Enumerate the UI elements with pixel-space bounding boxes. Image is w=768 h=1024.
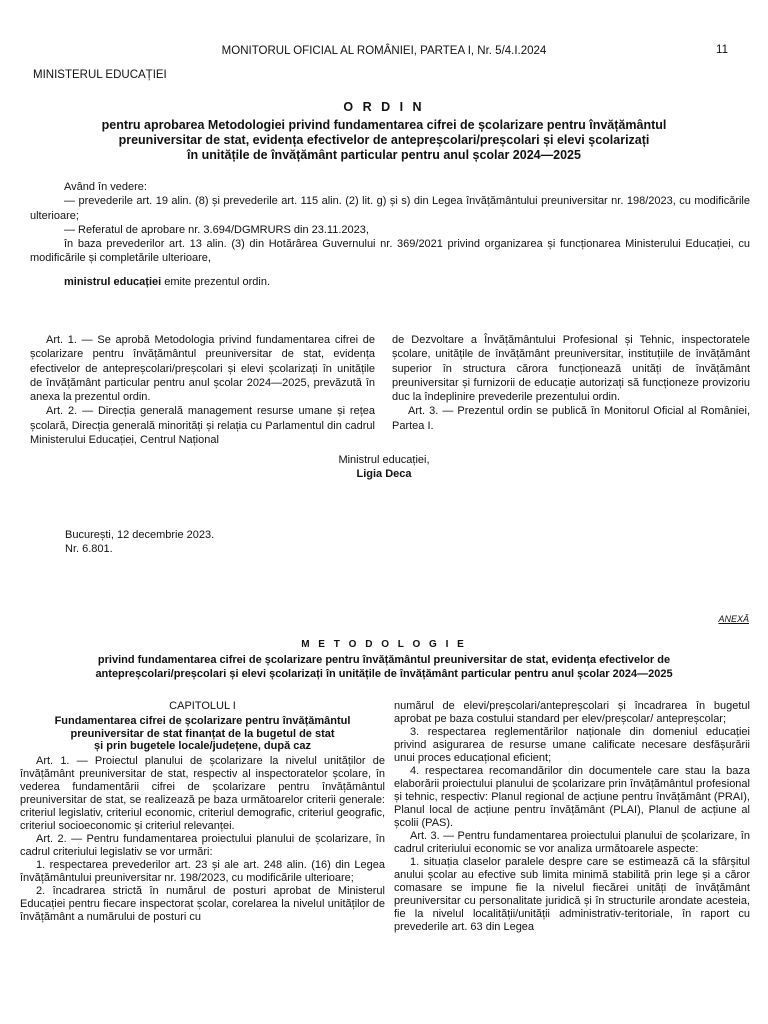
chapter-title-line: și prin bugetele locale/județene, după caz xyxy=(94,740,311,752)
methodology-subtitle-line: privind fundamentarea cifrei de școlarizare pentru învățământul preuniversitar de stat, evidența efectivelor de xyxy=(97,654,671,666)
chapter-heading: CAPITOLUL I xyxy=(169,700,236,712)
preamble-item: — Referatul de aprobare nr. 3.694/DGMRURS din 23.11.2023, xyxy=(64,223,369,236)
signature-role: Ministrul educației, xyxy=(338,454,430,466)
order-subtitle-line: pentru aprobarea Metodologiei privind fundamentarea cifrei de școlarizare pentru învățământul xyxy=(101,118,667,132)
preamble-lead: Având în vedere: xyxy=(64,181,147,193)
annex-left-column xyxy=(20,700,385,924)
annex-article-2: Art. 2. — Pentru fundamentarea proiectului planului de școlarizare, în cadrul criteriului legislativ se vor urmări: xyxy=(20,832,385,858)
methodology-subtitle xyxy=(30,653,738,681)
annex-item: 3. respectarea reglementărilor naționale din domeniul educației privind asigurarea de resurse umane calificate necesare desfășurării unui proces educațional eficient; xyxy=(394,726,750,764)
chapter-title-line: preuniversitar de stat finanțat de la bugetul de stat xyxy=(70,727,335,740)
annex-article-3: Art. 3. — Pentru fundamentarea proiectului planului de școlarizare, în cadrul criteriului economic se vor analiza următoarele aspecte: xyxy=(394,830,750,855)
annex-item-cont: numărul de elevi/preșcolari/antepreșcolari și încadrarea în bugetul aprobat pe baza costului standard per elev/preșcolar/ antepreșcolar; xyxy=(394,700,750,725)
annex-item: 1. situația claselor paralele despre care se estimează că la sfârșitul anului școlar au efective sub limita minimă stabilită prin lege și a căror comasare se impune fie la nivelul fiecărei unități de învățământ preuniversitar cu personalitate juridică și în structurile arondate acesteia, fie la nivelul localității/unității administrativ-teritoriale, în raport cu prevederile art. 63 din Legea xyxy=(394,856,750,933)
order-subtitle xyxy=(30,118,738,163)
preamble-basis: în baza prevederilor art. 13 alin. (3) din Hotărârea Guvernului nr. 369/2021 privind organizarea și funcționarea Ministerului Educației, cu modificările și completările ulterioare, xyxy=(30,238,750,265)
place-date: București, 12 decembrie 2023. xyxy=(65,529,215,541)
annex-label: ANEXĂ xyxy=(718,614,749,624)
annex-item: 2. încadrarea strictă în numărul de posturi aprobat de Ministerul Educației pentru fiecare inspectorat școlar, corelarea la nivelul unităților de învățământ a numărului de posturi cu xyxy=(20,884,385,923)
page-number: 11 xyxy=(716,44,728,56)
emits-bold: ministrul educației xyxy=(64,275,162,288)
issuer: MINISTERUL EDUCAȚIEI xyxy=(33,69,167,81)
preamble-item: — prevederile art. 19 alin. (8) și prevederile art. 115 alin. (2) lit. g) și s) din Legea învățământului preuniversitar nr. 198/2023, cu modificările ulterioare; xyxy=(30,195,750,222)
signature-name: Ligia Deca xyxy=(356,468,412,481)
methodology-subtitle-line: antepreșcolari/preșcolari și elevi școlarizați în unitățile de învățământ particular pentru anul școlar 2024—2025 xyxy=(95,668,673,680)
chapter-title-line: Fundamentarea cifrei de școlarizare pentru învățământul xyxy=(54,715,351,727)
place-date-block xyxy=(65,528,214,557)
annex-article-1: Art. 1. — Proiectul planului de școlarizare la nivelul unităților de învățământ preuniversitar de stat, respectiv al inspectoratelor școlare, în vederea fundamentării cifrei de școlarizare pentru învățământul preuniversitar de stat, se realizează pe baza următoarelor criterii generale: criteriul legislativ, criteriul economic, criteriul demografic, criteriul geografic, criteriul socioeconomic și criteriul relevanței. xyxy=(20,754,385,832)
order-article-1: Art. 1. — Se aprobă Metodologia privind fundamentarea cifrei de școlarizare pentru învățământul preuniversitar de stat, evidența efectivelor de antepreșcolari/preșcolari și elevi școlarizați în unitățile de învățământ particular pentru anul școlar 2024—2025, prevăzută în anexa la prezentul ordin. xyxy=(30,334,375,404)
order-title: O R D I N xyxy=(343,100,425,114)
annex-item: 4. respectarea recomandărilor din documentele care stau la baza elaborării proiectului planului de școlarizare prin învățământul profesional și tehnic, respectiv: Planul regional de acțiune pentru învățământ (PRAI), Planul local de acțiune pentru învățământ (PLAI), Planul de acțiune al școlii (PAS). xyxy=(394,765,750,829)
methodology-title: M E T O D O L O G I E xyxy=(301,639,467,650)
order-article-2: Art. 2. — Direcția generală management resurse umane și rețea școlară, Direcția generală minorități și relația cu Parlamentul din cadrul Ministerului Educației, Centrul Național xyxy=(30,405,375,447)
emits-statement xyxy=(30,275,750,289)
chapter-title xyxy=(20,715,385,753)
order-article-3: Art. 3. — Prezentul ordin se publică în Monitorul Oficial al României, Partea I. xyxy=(392,405,750,432)
order-article-2-cont: de Dezvoltare a Învățământului Profesional și Tehnic, inspectoratele școlare, unitățile de învățământ preuniversitar, instituțiile de învățământ superior în structura cărora funcționează unități de învățământ preuniversitar și furnizorii de educație autorizați să funcționeze provizoriu duc la îndeplinire prevederile prezentului ordin. xyxy=(392,334,750,404)
order-number: Nr. 6.801. xyxy=(65,543,113,556)
annex-right-column xyxy=(394,700,750,934)
order-articles-left xyxy=(30,333,375,447)
emits-rest: emite prezentul ordin. xyxy=(161,275,271,288)
running-header: MONITORUL OFICIAL AL ROMÂNIEI, PARTEA I, Nr. 5/4.I.2024 xyxy=(221,45,547,57)
preamble xyxy=(30,180,750,289)
signature-block xyxy=(0,453,768,482)
order-subtitle-line: în unitățile de învățământ particular pentru anul școlar 2024—2025 xyxy=(187,148,581,162)
order-subtitle-line: preuniversitar de stat, evidența efectivelor de antepreșcolari/preșcolari și elevi școlarizați xyxy=(118,133,650,147)
annex-item: 1. respectarea prevederilor art. 23 și ale art. 248 alin. (16) din Legea învățământului preuniversitar nr. 198/2023, cu modificările ulterioare; xyxy=(20,858,385,884)
order-articles-right xyxy=(392,333,750,433)
